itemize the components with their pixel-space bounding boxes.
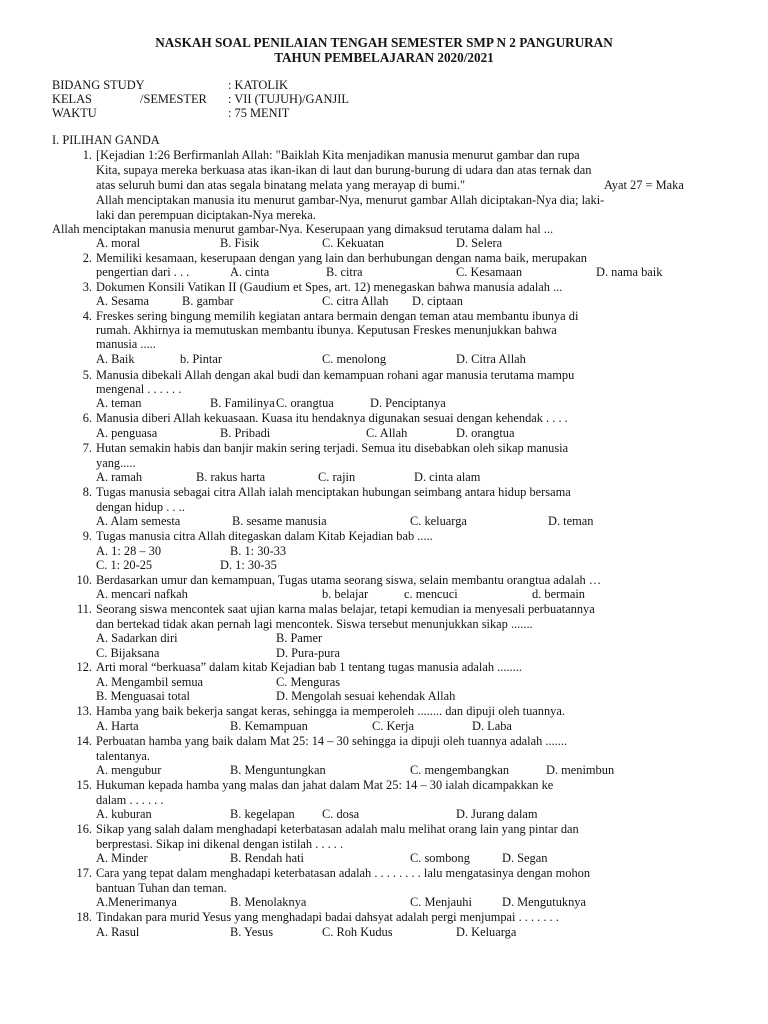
question-1-prompt: Allah menciptakan manusia menurut gambar-Nya. Keserupaan yang dimaksud terutama dalam hal ... <box>52 222 554 236</box>
subject-value: : KATOLIK <box>228 78 288 92</box>
question-text: Ayat 27 = Maka <box>604 178 684 192</box>
option-a[interactable]: A. Harta <box>96 719 139 733</box>
option-a[interactable]: A. Minder <box>96 851 148 865</box>
option-d[interactable]: D. 1: 30-35 <box>220 558 277 572</box>
question-number: 16. <box>76 822 92 836</box>
option-b[interactable]: B. Pribadi <box>220 426 271 440</box>
question-text: pengertian dari . . . <box>96 265 190 279</box>
option-c[interactable]: C. sombong <box>410 851 470 865</box>
question-number: 9. <box>82 529 92 543</box>
question-text: laki dan perempuan diciptakan-Nya mereka. <box>96 208 316 222</box>
option-a[interactable]: A. penguasa <box>96 426 158 440</box>
question-text: Arti moral “berkuasa” dalam kitab Kejadian bab 1 tentang tugas manusia adalah ........ <box>96 660 522 674</box>
question-text: dan bertekad tidak akan pernah lagi mencontek. Siswa tersebut menunjukkan sikap ....... <box>96 617 533 631</box>
option-c[interactable]: C. Roh Kudus <box>322 925 393 939</box>
question-number: 4. <box>82 309 92 323</box>
question-number: 15. <box>76 778 92 792</box>
question-text: Tugas manusia sebagai citra Allah ialah menciptakan hubungan seimbang antara hidup bersama <box>96 485 571 499</box>
option-c[interactable]: C. Kerja <box>372 719 414 733</box>
option-d[interactable]: D. Citra Allah <box>456 352 526 366</box>
option-c[interactable]: C. keluarga <box>410 514 467 528</box>
question-number: 10. <box>76 573 92 587</box>
option-d[interactable]: D. Pura-pura <box>276 646 340 660</box>
question-text: Memiliki kesamaan, keserupaan dengan yang lain dan berhubungan dengan nama baik, merupakan <box>96 251 587 265</box>
question-text: talentanya. <box>96 749 151 763</box>
question-text: Cara yang tepat dalam menghadapi keterbatasan adalah . . . . . . . . lalu mengatasinya dengan mohon <box>96 866 591 880</box>
option-a[interactable]: A. Rasul <box>96 925 140 939</box>
option-b[interactable]: B. Rendah hati <box>230 851 304 865</box>
option-b[interactable]: B. 1: 30-33 <box>230 544 287 558</box>
question-text: Kita, supaya mereka berkuasa atas ikan-ikan di laut dan burung-burung di udara dan atas ternak dan <box>96 163 592 177</box>
question-text: Manusia diberi Allah kekuasaan. Kuasa itu hendaknya digunakan sesuai dengan kehendak . . . . <box>96 411 568 425</box>
question-text: manusia ..... <box>96 337 156 351</box>
option-d[interactable]: D. orangtua <box>456 426 515 440</box>
option-b[interactable]: B. Yesus <box>230 925 274 939</box>
option-c[interactable]: C. Allah <box>366 426 408 440</box>
option-a[interactable]: A.Menerimanya <box>96 895 177 909</box>
option-b[interactable]: B. Menguasai total <box>96 689 190 703</box>
question-text: Sikap yang salah dalam menghadapi keterbatasan adalah malu melihat orang lain yang pintar dan <box>96 822 579 836</box>
option-c[interactable]: C. Kekuatan <box>322 236 384 250</box>
semester-label: /SEMESTER <box>140 92 207 106</box>
option-c[interactable]: C. Menjauhi <box>410 895 472 909</box>
option-d[interactable]: D. menimbun <box>546 763 615 777</box>
option-d[interactable]: D. Segan <box>502 851 548 865</box>
option-b[interactable]: B. Familinya <box>210 396 275 410</box>
class-label: KELAS <box>52 92 92 106</box>
option-c[interactable]: C. menolong <box>322 352 387 366</box>
option-b[interactable]: B. rakus harta <box>196 470 266 484</box>
class-value: : VII (TUJUH)/GANJIL <box>228 92 349 106</box>
question-text: Hamba yang baik bekerja sangat keras, sehingga ia memperoleh ........ dan dipuji oleh tuannya. <box>96 704 565 718</box>
question-number: 17. <box>76 866 92 880</box>
question-number: 12. <box>76 660 92 674</box>
question-number: 5. <box>82 368 92 382</box>
option-d[interactable]: D. Mengutuknya <box>502 895 586 909</box>
option-d[interactable]: D. Laba <box>472 719 512 733</box>
question-number: 18. <box>76 910 92 924</box>
option-c[interactable]: C. dosa <box>322 807 360 821</box>
question-text: dalam . . . . . . <box>96 793 164 807</box>
question-number: 14. <box>76 734 92 748</box>
option-d[interactable]: D. teman <box>548 514 594 528</box>
section-heading: I. PILIHAN GANDA <box>52 133 160 147</box>
question-text: Dokumen Konsili Vatikan II (Gaudium et Spes, art. 12) menegaskan bahwa manusia adalah ... <box>96 280 563 294</box>
option-d[interactable]: D. Selera <box>456 236 503 250</box>
question-text: Manusia dibekali Allah dengan akal budi dan kemampuan rohani agar manusia terutama mampu <box>96 368 575 382</box>
question-text: mengenal . . . . . . <box>96 382 182 396</box>
question-number: 11. <box>76 602 92 616</box>
question-number: 6. <box>82 411 92 425</box>
question-text: Freskes sering bingung memilih kegiatan antara bermain dengan teman atau membantu ibunya di <box>96 309 579 323</box>
option-b[interactable]: b. Pintar <box>180 352 222 366</box>
time-label: WAKTU <box>52 106 97 120</box>
option-c[interactable]: C. Bijaksana <box>96 646 160 660</box>
question-number: 2. <box>82 251 92 265</box>
option-b[interactable]: B. Fisik <box>220 236 260 250</box>
option-c[interactable]: C. Kesamaan <box>456 265 523 279</box>
option-d[interactable]: d. bermain <box>532 587 585 601</box>
question-text: Hutan semakin habis dan banjir makin sering terjadi. Semua itu disebabkan oleh sikap manusia <box>96 441 569 455</box>
question-number: 13. <box>76 704 92 718</box>
option-c[interactable]: C. Menguras <box>276 675 341 689</box>
question-text: Tindakan para murid Yesus yang menghadapi badai dahsyat adalah pergi menjumpai . . . . . . . <box>96 910 559 924</box>
option-c[interactable]: C. rajin <box>318 470 356 484</box>
option-a[interactable]: A. mencari nafkah <box>96 587 188 601</box>
option-a[interactable]: A. 1: 28 – 30 <box>96 544 162 558</box>
option-a[interactable]: A. Sesama <box>96 294 149 308</box>
option-d[interactable]: D. Keluarga <box>456 925 517 939</box>
option-b[interactable]: B. Kemampuan <box>230 719 308 733</box>
option-b[interactable]: B. kegelapan <box>230 807 295 821</box>
subject-label: BIDANG STUDY <box>52 78 145 92</box>
option-b[interactable]: B. Menguntungkan <box>230 763 326 777</box>
option-c[interactable]: C. 1: 20-25 <box>96 558 153 572</box>
option-b[interactable]: B. sesame manusia <box>232 514 327 528</box>
option-b[interactable]: B. citra <box>326 265 363 279</box>
option-b[interactable]: B. gambar <box>182 294 234 308</box>
question-text: bantuan Tuhan dan teman. <box>96 881 227 895</box>
question-text: Hukuman kepada hamba yang malas dan jahat dalam Mat 25: 14 – 30 ialah dicampakkan ke <box>96 778 554 792</box>
option-c[interactable]: c. mencuci <box>404 587 458 601</box>
question-text: rumah. Akhirnya ia memutuskan membantu ibunya. Keputusan Freskes menunjukkan bahwa <box>96 323 557 337</box>
question-text: dengan hidup . . .. <box>96 500 185 514</box>
option-a[interactable]: A. cinta <box>230 265 270 279</box>
option-a[interactable]: A. teman <box>96 396 142 410</box>
option-d[interactable]: D. cinta alam <box>414 470 481 484</box>
option-a[interactable]: A. Mengambil semua <box>96 675 204 689</box>
option-d[interactable]: D. Mengolah sesuai kehendak Allah <box>276 689 456 703</box>
option-a[interactable]: A. moral <box>96 236 141 250</box>
question-number: 1. <box>82 148 92 162</box>
option-a[interactable]: A. Alam semesta <box>96 514 181 528</box>
option-d[interactable]: D. Jurang dalam <box>456 807 538 821</box>
question-text: Perbuatan hamba yang baik dalam Mat 25: 14 – 30 sehingga ia dipuji oleh tuannya adalah ....... <box>96 734 568 748</box>
option-a[interactable]: A. ramah <box>96 470 143 484</box>
option-b[interactable]: B. Menolaknya <box>230 895 307 909</box>
option-b[interactable]: B. Pamer <box>276 631 323 645</box>
option-a[interactable]: A. kuburan <box>96 807 152 821</box>
exam-title: NASKAH SOAL PENILAIAN TENGAH SEMESTER SMP N 2 PANGURURAN <box>155 35 613 50</box>
question-text: Seorang siswa mencontek saat ujian karna malas belajar, tetapi kemudian ia menyesali perbuatannya <box>96 602 595 616</box>
question-text: yang..... <box>96 456 136 470</box>
option-b[interactable]: b. belajar <box>322 587 369 601</box>
question-number: 7. <box>82 441 92 455</box>
question-text: Berdasarkan umur dan kemampuan, Tugas utama seorang siswa, selain membantu orangtua adalah … <box>96 573 602 587</box>
option-a[interactable]: A. Sadarkan diri <box>96 631 178 645</box>
option-c[interactable]: C. orangtua <box>276 396 334 410</box>
question-text: Allah menciptakan manusia itu menurut gambar-Nya, menurut gambar Allah diciptakan-Nya dia; laki- <box>96 193 605 207</box>
question-number: 3. <box>82 280 92 294</box>
question-text: Tugas manusia citra Allah ditegaskan dalam Kitab Kejadian bab ..... <box>96 529 433 543</box>
question-number: 8. <box>82 485 92 499</box>
option-c[interactable]: C. citra Allah <box>322 294 389 308</box>
option-d[interactable]: D. Penciptanya <box>370 396 446 410</box>
option-d[interactable]: D. nama baik <box>596 265 663 279</box>
time-value: : 75 MENIT <box>228 106 290 120</box>
exam-year: TAHUN PEMBELAJARAN 2020/2021 <box>274 50 494 65</box>
option-c[interactable]: C. mengembangkan <box>410 763 510 777</box>
question-text: berprestasi. Sikap ini dikenal dengan istilah . . . . . <box>96 837 344 851</box>
option-a[interactable]: A. Baik <box>96 352 135 366</box>
question-text: [Kejadian 1:26 Berfirmanlah Allah: "Baiklah Kita menjadikan manusia menurut gambar dan rupa <box>96 148 580 162</box>
option-a[interactable]: A. mengubur <box>96 763 162 777</box>
option-d[interactable]: D. ciptaan <box>412 294 463 308</box>
question-text: atas seluruh bumi dan atas segala binatang melata yang merayap di bumi." <box>96 178 466 192</box>
